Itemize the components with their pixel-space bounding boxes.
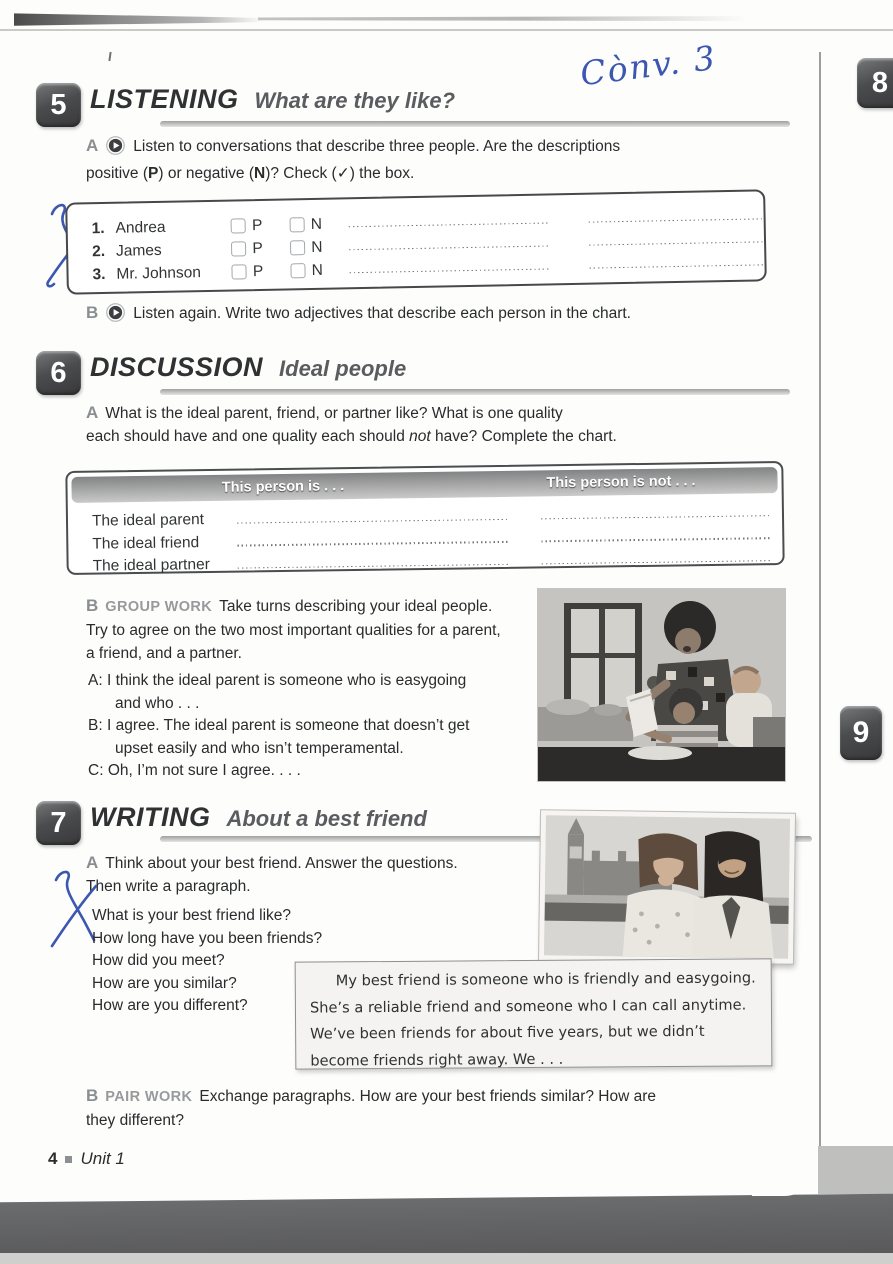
instruction-text: Listen to conversations that describe three people. Are the descriptions (133, 138, 621, 155)
answer-blank (541, 537, 771, 542)
scan-edge-line (0, 29, 893, 31)
checkbox-negative (290, 240, 305, 255)
listening-part-b-instructions: B Listen again. Write two adjectives that describe each person in the chart. (86, 301, 766, 329)
section-6-header (90, 352, 406, 383)
listening-row-3: 3. Mr. Johnson P N (92, 250, 764, 286)
answer-blank (589, 218, 764, 223)
section-7-subtitle: About a best friend (226, 806, 427, 831)
section-6-badge: 6 (36, 351, 81, 395)
page-number: 4 (48, 1149, 58, 1168)
audio-play-icon (106, 303, 125, 329)
checkbox-negative (290, 217, 305, 232)
answer-blank (350, 268, 550, 273)
listening-answer-box (65, 189, 767, 294)
chart-col2-header: This person is not . . . (546, 473, 696, 492)
page-corner-curl (752, 1148, 818, 1196)
answer-blank (590, 264, 765, 269)
section-7-title: WRITING (90, 802, 211, 832)
scan-smudge-tail (258, 16, 748, 21)
question-4: How are you similar? (92, 974, 237, 992)
listening-row-1: 1. Andrea P N (91, 204, 763, 240)
writing-part-a-instructions: A Think about your best friend. Answer the questions. Then write a paragraph. (86, 853, 458, 895)
speaker-c: C: (88, 762, 104, 779)
question-5: How are you different? (92, 997, 248, 1014)
listening-row-2: 2. James P N (92, 227, 764, 263)
scan-smudge (14, 12, 264, 26)
answer-blank (349, 245, 549, 250)
chart-row-partner: The ideal partner (92, 546, 778, 578)
section-6-title: DISCUSSION (90, 352, 264, 382)
answer-blank (238, 563, 510, 568)
pair-work-tag: PAIR WORK (105, 1089, 193, 1105)
answer-blank (589, 241, 764, 246)
writing-part-b-instructions: B PAIR WORK Exchange paragraphs. How are your best friends similar? How are they different? (86, 1086, 656, 1129)
answer-blank (349, 222, 549, 227)
part-a-label: A (86, 403, 99, 422)
discussion-dialogue: A: I think the ideal parent is someone who is easygoing and who . . . B: I agree. The ideal parent is someone that doesn’t get upset easily and who isn’t temperamental. C: Oh, I’m not sure I agree. . . . (88, 672, 470, 779)
section-5-header (90, 84, 455, 115)
next-page-section-9-badge: 9 (840, 706, 882, 760)
question-2: How long have you been friends? (92, 929, 323, 947)
part-a-label: A (86, 136, 99, 155)
section-5-divider (160, 121, 790, 127)
section-5-title: LISTENING (90, 84, 239, 114)
answer-blank (237, 518, 509, 523)
section-7-header (90, 802, 427, 833)
instruction-text-line2: positive (P) or negative (N)? Check (✓) the box. (86, 165, 415, 182)
section-6-divider (160, 389, 790, 395)
discussion-part-a-instructions: A What is the ideal parent, friend, or partner like? What is one quality each should have and one quality each should not have? Complete the chart. (86, 403, 617, 445)
chart-row-friend: The ideal friend (92, 524, 778, 556)
scan-side-shadow (818, 1146, 893, 1194)
checkbox-positive (232, 264, 247, 279)
checkbox-positive (231, 218, 246, 233)
chart-col1-header: This person is . . . (221, 478, 345, 496)
discussion-chart (65, 461, 784, 575)
question-1: What is your best friend like? (92, 907, 292, 924)
chart-row-parent: The ideal parent (92, 501, 778, 533)
scanner-bed-edge (0, 1253, 893, 1264)
speaker-a: A: (88, 672, 103, 689)
answer-blank (237, 541, 509, 546)
section-5-badge: 5 (36, 83, 81, 127)
writing-questions-list (92, 905, 322, 1018)
footer-square-icon (65, 1156, 72, 1163)
handwritten-note: Cònv. 3 (578, 37, 719, 94)
listening-part-a-instructions (86, 134, 706, 185)
part-b-label: B (86, 1086, 99, 1105)
audio-play-icon (106, 136, 125, 162)
page-edge-line (819, 52, 821, 1148)
question-3: How did you meet? (92, 952, 225, 969)
discussion-part-b-instructions: B GROUP WORK Take turns describing your ideal people. Try to agree on the two most important qualities for a parent, a friend, and a partner. (86, 596, 501, 662)
speaker-b: B: (88, 717, 103, 734)
next-page-section-8-badge: 8 (857, 58, 893, 108)
section-5-subtitle: What are they like? (254, 88, 456, 113)
part-b-label: B (86, 596, 99, 615)
part-a-label: A (86, 853, 99, 872)
section-6-subtitle: Ideal people (279, 356, 407, 381)
photo-mother-baby-kitchen (538, 589, 785, 781)
group-work-tag: GROUP WORK (105, 599, 213, 615)
answer-blank (541, 515, 771, 520)
scan-tick-mark (108, 52, 111, 61)
part-b-label: B (86, 303, 99, 322)
unit-label: Unit 1 (80, 1149, 125, 1168)
checkbox-negative (291, 263, 306, 278)
sample-paragraph-box: My best friend is someone who is friendly and easygoing. She’s a reliable friend and someone who I can call anytime. We’ve been friends for about five years, but we didn’t become friends right away. We . . . (295, 958, 773, 1069)
answer-blank (542, 560, 772, 565)
section-7-badge: 7 (36, 801, 81, 845)
page-footer (48, 1149, 125, 1169)
checkbox-positive (231, 241, 246, 256)
photo-two-friends-london (539, 810, 795, 964)
